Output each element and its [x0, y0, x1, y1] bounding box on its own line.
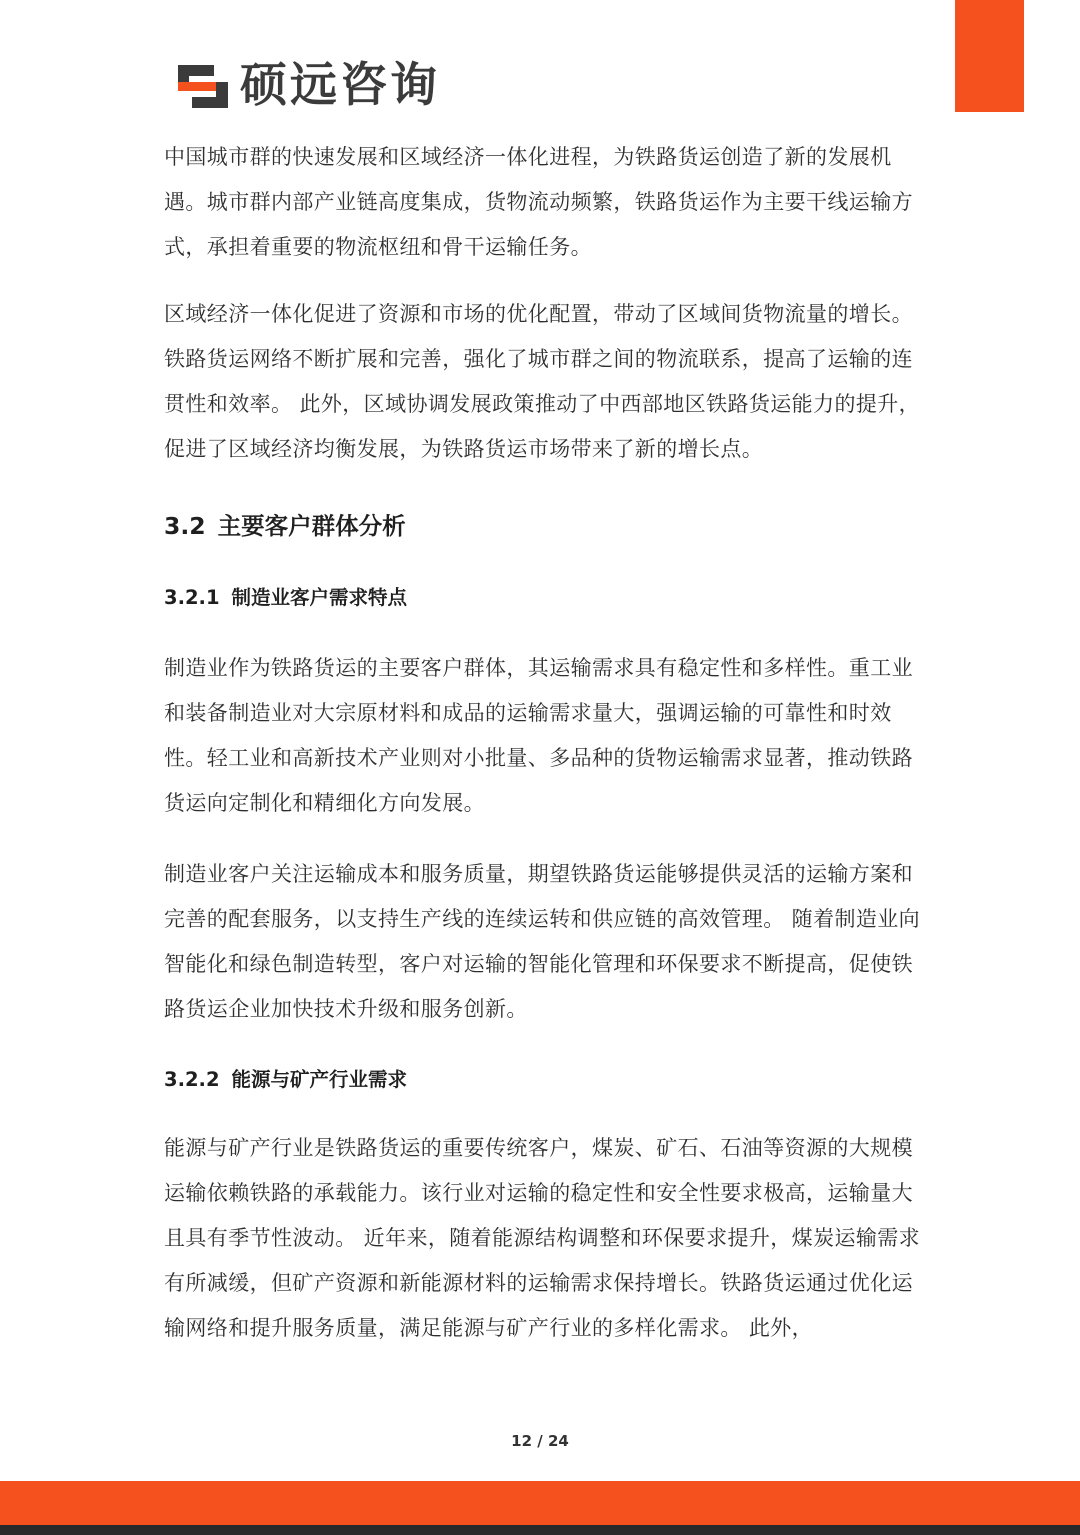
- brand-s-icon: [176, 61, 232, 111]
- subsection-title: 能源与矿产行业需求: [231, 1068, 408, 1091]
- subsection-title: 制造业客户需求特点: [231, 586, 408, 609]
- subsection-heading: [164, 580, 924, 616]
- paragraph: 能源与矿产行业是铁路货运的重要传统客户，煤炭、矿石、石油等资源的大规模运输依赖铁路的承载能力。该行业对运输的稳定性和安全性要求极高，运输量大且具有季节性波动。 近年来，随着能源结构调整和环保要求提升，煤炭运输需求有所减缓，但矿产资源和新能源材料的运输需求保持增长。铁路货运通过优化运输网络和提升服务质量，满足能源与矿产行业的多样化需求。 此外，: [164, 1136, 921, 1340]
- footer-accent-bar: [0, 1481, 1080, 1525]
- paragraph: 区域经济一体化促进了资源和市场的优化配置，带动了区域间货物流量的增长。铁路货运网络不断扩展和完善，强化了城市群之间的物流联系，提高了运输的连贯性和效率。 此外，区域协调发展政策推动了中西部地区铁路货运能力的提升，促进了区域经济均衡发展，为铁路货运市场带来了新的增长点。: [164, 302, 921, 461]
- document-body: [164, 135, 924, 1351]
- subsection-heading: [164, 1062, 924, 1098]
- section-heading: [164, 506, 924, 546]
- logo-mid-bar: [178, 82, 218, 91]
- paragraph: 制造业作为铁路货运的主要客户群体，其运输需求具有稳定性和多样性。重工业和装备制造业对大宗原材料和成品的运输需求量大，强调运输的可靠性和时效性。轻工业和高新技术产业则对小批量、多品种的货物运输需求显著，推动铁路货运向定制化和精细化方向发展。: [164, 656, 913, 815]
- corner-accent-block: [955, 0, 1024, 112]
- subsection-number: 3.2.1: [164, 586, 220, 609]
- page-number: 12 / 24: [511, 1432, 569, 1450]
- brand-logo: [176, 58, 440, 114]
- paragraph: 中国城市群的快速发展和区域经济一体化进程，为铁路货运创造了新的发展机遇。城市群内部产业链高度集成，货物流动频繁，铁路货运作为主要干线运输方式，承担着重要的物流枢纽和骨干运输任务。: [164, 145, 913, 259]
- paragraph: 制造业客户关注运输成本和服务质量，期望铁路货运能够提供灵活的运输方案和完善的配套服务，以支持生产线的连续运转和供应链的高效管理。 随着制造业向智能化和绿色制造转型，客户对运输的智能化管理和环保要求不断提高，促使铁路货运企业加快技术升级和服务创新。: [164, 862, 921, 1021]
- section-number: 3.2: [164, 512, 206, 540]
- logo-bottom-bar: [192, 97, 228, 108]
- brand-name: 硕远咨询: [240, 58, 440, 113]
- subsection-number: 3.2.2: [164, 1068, 220, 1091]
- section-title: 主要客户群体分析: [217, 512, 406, 540]
- footer-dark-strip: [0, 1525, 1080, 1535]
